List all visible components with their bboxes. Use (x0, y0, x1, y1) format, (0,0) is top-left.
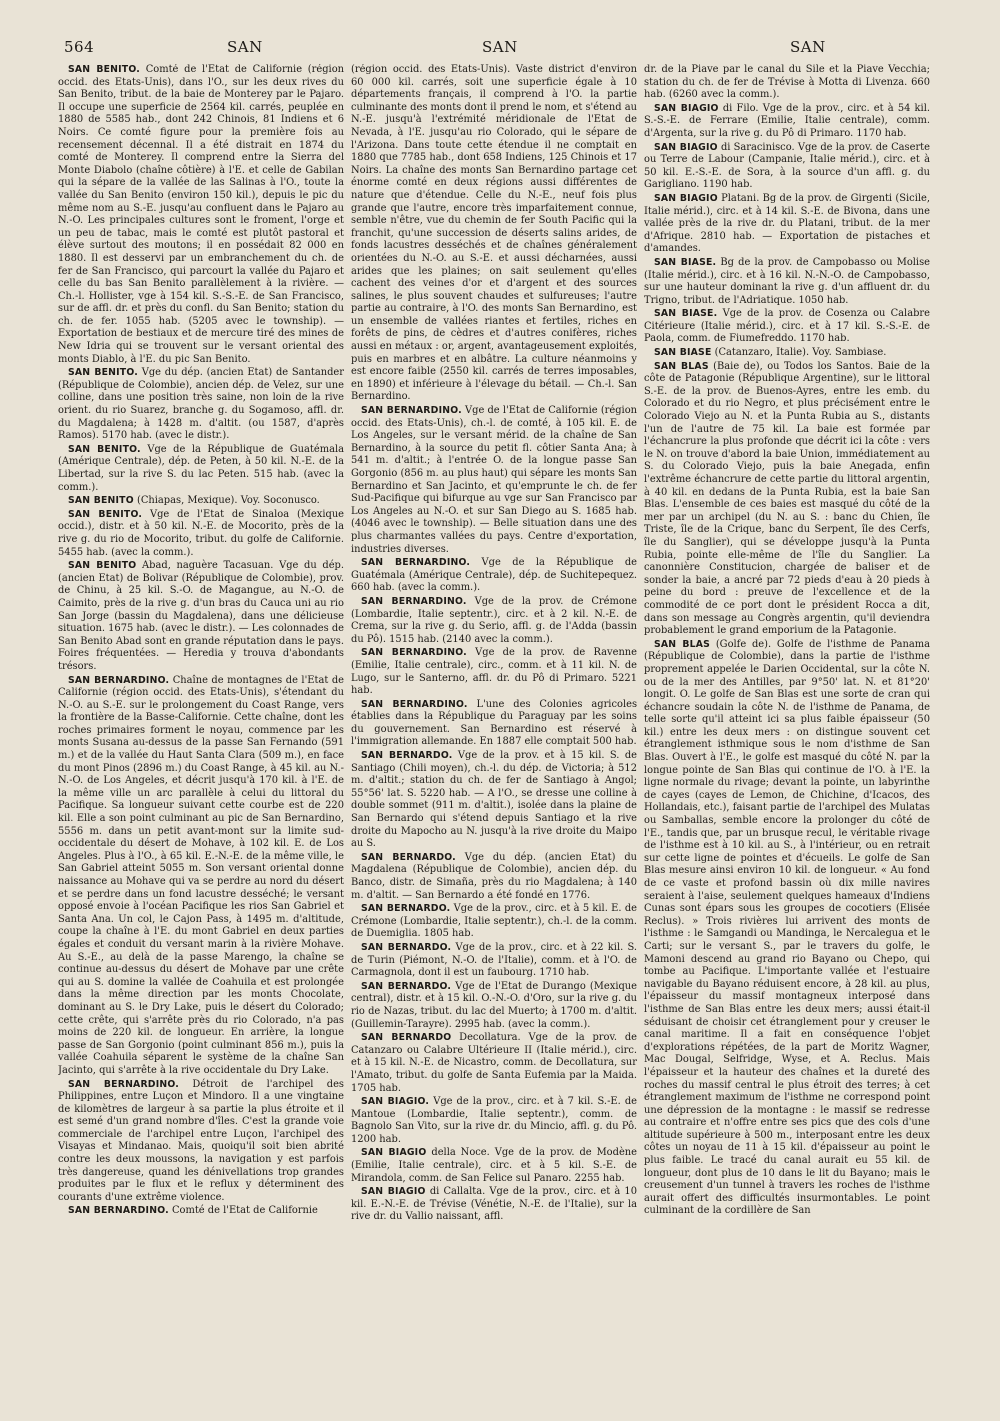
running-head-left: SAN (227, 38, 263, 56)
entry-headword: SAN BERNARDO. (361, 750, 453, 762)
dictionary-entry (644, 103, 930, 141)
entry-headword: SAN BIASE. (654, 256, 717, 268)
entry-text: Vge de la prov., circ. et à 5 kil. E. de Crémone (Lombardie, Italie septentr.), ch.-l. de la comm. de Duemiglia. 1805 hab. (351, 903, 637, 940)
dictionary-entry (351, 699, 637, 749)
dictionary-entry (644, 193, 930, 256)
entry-headword: SAN BERNARDINO. (361, 557, 471, 569)
entry-text: Vge de la prov. de Ravenne (Emilie, Italie centrale), circ., comm. et à 11 kil. N. de Lugo, sur le Santerno, affl. dr. du Pô di Primaro. 5221 hab. (351, 647, 637, 697)
entry-text: (Catanzaro, Italie). Voy. Sambiase. (714, 347, 887, 359)
entry-text: Vge du dép. (ancien Etat) du Magdalena (République de Colombie), ancien dép. du Banco, distr. de Simaña, près du rio Magdalena; à 140 m. d'altit. — San Bernardo a été fondé en 1776. (351, 851, 637, 901)
entry-text: dr. de la Piave par le canal du Sile et la Piave Vecchia; station du ch. de fer de Trévise à Motta di Livenza. 660 hab. (6260 avec la comm.). (644, 64, 930, 101)
entry-headword: SAN BERNARDINO. (68, 674, 170, 686)
entry-text: Vge du dép. (ancien Etat) de Santander (République de Colombie), ancien dép. de Velez, sur une colline, dans une position très saine, non loin de la rive orient. du rio Suarez, branche g. du Sogamoso, affl. dr. du Magdalena; à 1428 m. d'altit. (ou 1587, d'après Ramos). 5170 hab. (avec le distr.). (58, 367, 344, 442)
entry-text: Vge de la prov. de Crémone (Lombardie, Italie septentr.), circ. et à 2 kil. N.-E. de Crema, sur la rive g. du Serio, affl. g. de l'Adda (bassin du Pô). 1515 hab. (2140 avec la comm.). (351, 595, 637, 645)
entry-text: (Baie de), ou Todos los Santos. Baie de la côte de Patagonie (République Argentine), sur le littoral S.-E. de la prov. de Buenos-Ayres, entre les emb. du Colorado et du rio Negro, et plus précisément entre le Colorado Viejo au N. et la Punta Rubia au S., distants l'un de l'autre de 75 kil. La baie est formée par l'échancrure la plus profonde que décrit ici la côte : vers le N. on trouve d'abord la baie Union, immédiatement au S. du Colorado Viejo, puis la baie Anegada, enfin l'extrême échancrure de cette partie du littoral argentin, à 40 kil. en dedans de la Punta Rubia, est la baie San Blas. L'ensemble de ces baies est masqué du côté de la mer par un archipel (du N. au S. : banc du Chien, île Triste, île de la Crique, banc du Serpent, île des Cerfs, île du Sanglier), qui se développe jusqu'à la Punta Rubia, pointe elle-même de l'île du Sanglier. La canonnière Constitucion, chargée de baliser et de sonder la baie, a ancré par 72 pieds d'eau à 20 pieds à peine du bord : preuve de l'excellence et de la commodité de ce port dont le président Rocca a dit, dans son message au Congrès argentin, qu'il deviendra probablement le grand emporium de la Patagonie. (644, 360, 930, 637)
entry-text: (Chiapas, Mexique). Voy. Soconusco. (136, 495, 320, 507)
dictionary-entry (351, 596, 637, 646)
dictionary-entry (58, 509, 344, 559)
entry-text: Vge de la République de Guatémala (Amérique Centrale), dép. de Suchitepequez. 660 hab. (avec la comm.). (351, 557, 637, 594)
entry-headword: SAN BENITO. (68, 367, 138, 379)
entry-text: di Filo. Vge de la prov., circ. et à 54 kil. S.-S.-E. de Ferrare (Emilie, Italie centrale), comm. d'Argenta, sur la rive g. du Pô di Primaro. 1170 hab. (644, 102, 930, 139)
entry-headword: SAN BENITO. (68, 64, 140, 75)
entry-headword: SAN BIASE. (654, 308, 718, 320)
entry-headword: SAN BERNARDO. (361, 980, 452, 992)
running-head-right: SAN (790, 38, 826, 56)
dictionary-entry (644, 347, 930, 360)
entry-headword: SAN BIAGIO (361, 1186, 426, 1198)
entry-headword: SAN BIAGIO (654, 141, 718, 153)
entry-headword: SAN BERNARDINO. (361, 405, 462, 417)
entry-headword: SAN BLAS (654, 638, 711, 650)
dictionary-entry (351, 1147, 637, 1185)
entry-headword: SAN BERNARDO (361, 1032, 452, 1044)
entry-text: L'une des Colonies agricoles établies dans la République du Paraguay par les soins du gouvernement. San Bernardino est réservé à l'immigration allemande. En 1887 elle comptait 500 hab. (351, 698, 637, 748)
page-number: 564 (64, 38, 95, 56)
running-head-center: SAN (482, 38, 518, 56)
entry-text: Decollatura. Vge de la prov. de Catanzaro ou Calabre Ultérieure II (Italie mérid.), circ. et à 15 kil. N.-E. de Nicastro, comm. de Decollatura, sur l'Amato, tribut. du golfe de Santa Eufemia par la Maida. 1705 hab. (351, 1032, 637, 1094)
entry-text: Vge de la prov., circ. et à 22 kil. S. de Turin (Piémont, N.-O. de l'Italie), comm. et à l'O. de Carmagnola, dont il est un faubourg. 1710 hab. (351, 941, 637, 979)
entry-headword: SAN BERNARDO. (361, 941, 452, 953)
entry-headword: SAN BIAGIO (654, 102, 719, 114)
entry-text: della Noce. Vge de la prov. de Modène (Emilie, Italie centrale), circ. et à 5 kil. S.-E. de Mirandola, comm. de San Felice sul Panaro. 2255 hab. (351, 1147, 637, 1184)
dictionary-entry (58, 675, 344, 1078)
entry-text: (région occid. des Etats-Unis). Vaste district d'environ 60 000 kil. carrés, soit une superficie égale à 10 départements français, il comprend à l'O. la partie culminante des monts dont il prend le nom, et s'étend au N.-E. jusqu'à l'extrémité méridionale de l'Etat de Nevada, à l'E. jusqu'au rio Colorado, qui le sépare de l'Arizona. Dans toute cette étendue il ne comptait en 1880 que 7785 hab., dont 658 Indiens, 125 Chinois et 17 Noirs. La chaîne des monts San Bernardino partage cet énorme comté en deux régions aussi différentes de nature que d'étendue. Celle du N.-E., neuf fois plus grande que l'autre, encore très imparfaitement connue, semble n'être, vue du chemin de fer South Pacific qui la franchit, qu'une succession de déserts salins arides, de fonds lacustres desséchés et de chaînes généralement orientées du N.-O. au S.-E. et aussi décharnées, aussi arides que les plaines; on sait seulement qu'elles cachent des veines d'or et d'argent et des sources salines, le plus souvent chaudes et sulfureuses; l'autre partie au contraire, à l'O. des monts San Bernardino, est un ensemble de vallées riantes et fertiles, riches en forêts de pins, de cèdres et d'autres conifères, riches aussi en métaux : or, argent, avantageusement exploités, puis en marbres et en albâtre. La culture néanmoins y est encore faible (2550 kil. carrés de terres imposables, en 1890) et inférieure à l'élevage du bétail. — Ch.-l. San Bernardino. (351, 64, 637, 403)
entry-text: di Callalta. Vge de la prov., circ. et à 10 kil. E.-N.-E. de Trévise (Vénétie, N.-E. de l'Italie), sur la rive dr. du Vallio naissant, affl. (351, 1186, 637, 1223)
dictionary-entry (351, 852, 637, 902)
entry-headword: SAN BENITO. (68, 443, 141, 455)
entry-text: Chaîne de montagnes de l'Etat de Californie (région occid. des Etats-Unis), s'étendant du N.-O. au S.-E. sur le prolongement du Coast Range, vers la frontière de la Basse-Californie. Cette chaîne, dont les roches primaires forment le noyau, commence par les monts Susana au-dessus de la passe San Fernando (591 m.) et de la vallée du Haut Santa Clara (509 m.), en face du mont Pinos (2896 m.) du Coast Range, à 45 kil. au N.-N.-O. de Los Angeles, et décrit jusqu'à 170 kil. à l'E. de la même ville un arc parallèle à celui du littoral du Pacifique. Sa longueur suivant cette courbe est de 220 kil. Elle a son point culminant au pic de San Bernardino, 5556 m. dans un petit avant-mont sur la limite sud-occidentale du désert de Mohave, à 102 kil. E. de Los Angeles. Plus à l'O., à 65 kil. E.-N.-E. de la même ville, le San Gabriel atteint 5055 m. Son versant oriental donne naissance au Mohave qui va se perdre au nord du désert et se perdre dans un fond lacustre desséché; le versant opposé envoie à l'océan Pacifique les rios San Gabriel et Santa Ana. Un col, le Cajon Pass, à 1495 m. d'altitude, coupe la chaîne à l'E. du mont Gabriel en deux parties égales et conduit du versant marin à la rivière Mohave. Au S.-E., au delà de la passe Marengo, la chaîne se continue au-dessus du désert de Mohave par une crête qui au S. domine la vallée de Coahuila et est prolongée dans la même direction par les monts Chocolate, dominant au S. le Dry Lake, puis le désert du Colorado; cette crête, qui s'arrête près du rio Colorado, n'a pas moins de 220 kil. de longueur. En arrière, la longue passe de San Gorgonio (point culminant 856 m.), puis la vallée Coahuila séparent le système de la chaîne San Jacinto, qui s'arrête à la rive occidentale du Dry Lake. (58, 674, 344, 1076)
entry-text: Vge de l'Etat de Californie (région occid. des Etats-Unis), ch.-l. de comté, à 105 kil. E. de Los Angeles, sur le versant mérid. de la chaîne de San Bernardino, à la source du petit fl. côtier Santa Ana; à 541 m. d'altit.; à l'entrée O. de la longue passe San Gorgonio (856 m. au plus haut) qui sépare les monts San Bernardino et San Jacinto, et qu'emprunte le ch. de fer Sud-Pacifique qui bifurque au vge sur San Francisco par Los Angeles au N.-O. et sur San Diego au S. 1685 hab. (4046 avec le township). — Belle situation dans une des plus charmantes vallées du pays. Centre d'exportation, industries diverses. (351, 405, 637, 555)
dictionary-entry (351, 647, 637, 697)
dictionary-entry (351, 557, 637, 595)
entry-text: Vge de la République de Guatémala (Amérique Centrale), dép. de Peten, à 50 kil. N.-E. de la Libertad, sur la rive S. du lac Peten. 515 hab. (avec la comm.). (58, 443, 344, 493)
dictionary-entry (644, 64, 930, 102)
entry-text: Bg de la prov. de Campobasso ou Molise (Italie mérid.), circ. et à 16 kil. N.-N.-O. de Campobasso, sur une hauteur dominant la rive g. d'un affluent dr. du Trigno, tribut. de l'Adriatique. 1050 hab. (644, 256, 930, 306)
entry-headword: SAN BENITO. (68, 508, 143, 520)
entry-headword: SAN BIAGIO. (361, 1096, 430, 1108)
dictionary-entry (351, 405, 637, 556)
dictionary-entry (351, 942, 637, 980)
dictionary-entry (644, 308, 930, 346)
dictionary-entry (58, 367, 344, 443)
entry-text: di Saracinisco. Vge de la prov. de Caserte ou Terre de Labour (Campanie, Italie mérid.), circ. et à 50 kil. E.-S.-E. de Sora, à la source d'un affl. g. du Garigliano. 1190 hab. (644, 141, 930, 191)
entry-text: Vge de l'Etat de Sinaloa (Mexique occid.), distr. et à 50 kil. N.-E. de Mocorito, près de la rive g. du rio de Mocorito, tribut. du golfe de Californie. 5455 hab. (avec la comm.). (58, 508, 344, 558)
dictionary-entry (644, 257, 930, 307)
entry-text: Vge de la prov. et à 15 kil. S. de Santiago (Chili moyen), ch.-l. du dép. de Victoria; à 512 m. d'altit.; station du ch. de fer de Santiago à Angol; 55°56' lat. S. 5220 hab. — A l'O., se dresse une colline à double sommet (911 m. d'altit.), isolée dans la plaine de San Bernardo qui s'étend depuis Santiago et la rive droite du Mapocho au N. jusqu'à la rive droite du Maipo au S. (351, 750, 637, 850)
entry-text: Abad, naguère Tacasuan. Vge du dép. (ancien Etat) de Bolivar (République de Colombie), prov. de Chinu, à 25 kil. S.-O. de Magangue, au N.-O. de Caimito, près de la rive g. d'un bras du Cauca uni au rio San Jorge (bassin du Magdalena), dans une délicieuse situation. 1675 hab. (avec le distr.). — Les colonnades de San Benito Abad sont en grande réputation dans le pays. Foires fréquentées. — Heredia y trouva d'abondants trésors. (58, 560, 344, 672)
entry-headword: SAN BERNARDO. (361, 903, 451, 915)
dictionary-entry (58, 495, 344, 508)
dictionary-entry (644, 639, 930, 1218)
entry-text: Vge de la prov., circ. et à 7 kil. S.-E. de Mantoue (Lombardie, Italie septentr.), comm. de Bagnolo San Vito, sur la rive dr. du Mincio, affl. g. du Pô. 1200 hab. (351, 1096, 637, 1145)
dictionary-entry (58, 64, 344, 366)
entry-headword: SAN BENITO (68, 495, 134, 507)
dictionary-entry (58, 1205, 344, 1218)
dictionary-entry (351, 750, 637, 851)
entry-headword: SAN BIAGIO (654, 192, 718, 204)
entry-text: Comté de l'Etat de Californie (171, 1205, 318, 1217)
text-column-3 (644, 64, 930, 1404)
entry-headword: SAN BERNARDO. (361, 851, 456, 863)
entry-headword: SAN BERNARDINO. (361, 698, 468, 710)
dictionary-entry (351, 1186, 637, 1224)
entry-text: Vge de l'Etat de Durango (Mexique central), distr. et à 15 kil. O.-N.-O. d'Oro, sur la rive g. du rio de Nazas, tribut. du lac del Muerto; à 1700 m. d'altit. (Guillemin-Tarayre). 2995 hab. (avec la comm.). (351, 980, 637, 1030)
dictionary-entry (644, 361, 930, 638)
entry-headword: SAN BLAS (654, 360, 709, 372)
entry-headword: SAN BERNARDINO. (68, 1078, 179, 1090)
entry-text: Détroit de l'archipel des Philippines, entre Luçon et Mindoro. Il a une vingtaine de kilomètres de largeur à sa partie la plus étroite et il est semé d'un grand nombre d'îles. C'est la grande voie commerciale de l'archipel entre Luçon, l'archipel des Visayas et Mindanao. Mais, quoiqu'il soit bien abrité contre les deux moussons, la navigation y est parfois très dangereuse, quand les dénivellations trop grandes produites par le flux et le reflux y déterminent des courants d'une extrême violence. (58, 1078, 344, 1203)
dictionary-entry (351, 981, 637, 1031)
entry-headword: SAN BENITO (68, 560, 137, 572)
entry-headword: SAN BIAGIO (361, 1147, 427, 1159)
dictionary-entry (351, 64, 637, 404)
entry-text: (Golfe de). Golfe de l'isthme de Panama (République de Colombie), dans la partie de l'isthme proprement appelée le Darien Occidental, sur la côte N. ou de la mer des Antilles, par 9°50' lat. N. et 81°20' longit. O. Le golfe de San Blas est une sorte de cran qui échancre soudain la côte N. de l'isthme de Panama, de telle sorte qu'il atteint ici sa plus faible épaisseur (50 kil.) entre les deux mers : on distingue souvent cet étranglement isthmique sous le nom d'isthme de San Blas. Ouvert à l'E., le golfe est masqué du côté N. par la longue pointe de San Blas qui continue de l'O. à l'E. la ligne normale du rivage; devant la pointe, un labyrinthe de cayes (cayes de Lemon, de Chichine, d'Icacos, des Hollandais, etc.), faisant partie de l'archipel des Mulatas ou Samballas, semble encore la prolonger du côté de l'E., tandis que, par un brusque recul, le véritable rivage de l'isthme est à 10 kil. au S., à l'intérieur, ou en retrait sur cette ligne de pointes et d'écueils. Le golfe de San Blas mesure ainsi environ 10 kil. de longueur. « Au fond de ce vaste et profond bassin où dix mille navires seraient à l'aise, seulement quelques hameaux d'Indiens Cunas sont épars sous les groupes de cocotiers (Elisée Reclus). » Trois rivières lui arrivent des monts de l'isthme : le Samgandi ou Mandinga, le Nercalegua et le Carti; sur le versant S., par le travers du golfe, le Mamoni descend au grand rio Bayano ou Chepo, qui tombe au Pacifique. L'importante vallée et l'estuaire navigable du Bayano réduisent encore, à 28 kil. au plus, l'épaisseur du massif montagneux interposé dans l'isthme de San Blas entre les deux mers; aussi était-il séduisant de choisir cet étranglement pour y creuser le canal maritime. Il a fait en conséquence l'objet d'explorations répétées, de la part de Moritz Wagner, Mac Dougal, Selfridge, Wyse, et A. Reclus. Mais l'épaisseur et la hauteur des chaînes et la dureté des roches du massif central le plus étroit des terres; à cet étranglement maximum de l'isthme ne correspond point une dépression de la montagne : le massif se redresse au contraire et n'offre entre ses pics que des cols d'une altitude supérieure à 500 m., interposant entre les deux côtes un noyau de 11 à 15 kil. d'épaisseur au point le plus faible. Le tracé du canal aurait eu 55 kil. de longueur, dont plus de 10 dans le lit du Bayano; mais le creusement d'un tunnel à travers les roches de l'isthme aurait offert des difficultés insurmontables. Le point culminant de la cordillère de San (644, 638, 930, 1217)
dictionary-entry (351, 903, 637, 941)
entry-text: Platani. Bg de la prov. de Girgenti (Sicile, Italie mérid.), circ. et à 14 kil. S.-E. de Bivona, dans une vallée près de la rive dr. du Platani, tribut. de la mer d'Afrique. 2810 hab. — Exportation de pistaches et d'amandes. (644, 192, 930, 255)
dictionary-entry (351, 1032, 637, 1095)
entry-headword: SAN BERNARDINO. (361, 595, 467, 607)
dictionary-entry (58, 444, 344, 494)
dictionary-entry (351, 1096, 637, 1146)
text-column-1 (58, 64, 344, 1404)
text-column-2 (351, 64, 637, 1404)
entry-headword: SAN BERNARDINO. (68, 1205, 169, 1217)
dictionary-entry (644, 142, 930, 192)
entry-headword: SAN BIASE (654, 347, 712, 359)
entry-text: Vge de la prov. de Cosenza ou Calabre Citérieure (Italie mérid.), circ. et à 17 kil. S.-S.-E. de Paola, comm. de Fiumefreddo. 1170 hab. (644, 308, 930, 345)
entry-headword: SAN BERNARDINO. (361, 647, 467, 659)
dictionary-entry (58, 1079, 344, 1205)
entry-text: Comté de l'Etat de Californie (région occid. des Etats-Unis), dans l'O., sur les deux rives du San Benito, tribut. de la baie de Monterey par le Pajaro. Il occupe une superficie de 2564 kil. carrés, peuplée en 1880 de 5585 hab., dont 242 Chinois, 81 Indiens et 6 Noirs. Ce comté figure pour la première fois au recensement décennal. Il a été distrait en 1874 du comté de Monterey. Il comprend entre la Sierra del Monte Diabolo (chaîne côtière) à l'E. et celle de Gabilan qui la sépare de la vallée de las Salinas à l'O., toute la vallée du San Benito (environ 150 kil.), depuis le pic du même nom au S.-E. jusqu'au confluent dans le Pajaro au N.-O. Les principales cultures sont le froment, l'orge et un peu de tabac, mais le comté est plutôt pastoral et élève surtout des moutons; il en possédait 82 000 en 1880. Il est desservi par un embranchement du ch. de fer de San Francisco, qui parcourt la vallée du Pajaro et celle du bas San Benito parallèlement à la rivière. — Ch.-l. Hollister, vge à 154 kil. S.-S.-E. de San Francisco, sur de affl. dr. et près du confl. du San Benito; station du ch. de fer. 1055 hab. (5205 avec le township). — Exportation de bestiaux et de mercure tiré des mines de New Idria qui se trouvent sur le versant oriental des monts Diablo, à l'E. du pic San Benito. (58, 64, 344, 365)
dictionary-entry (58, 560, 344, 673)
